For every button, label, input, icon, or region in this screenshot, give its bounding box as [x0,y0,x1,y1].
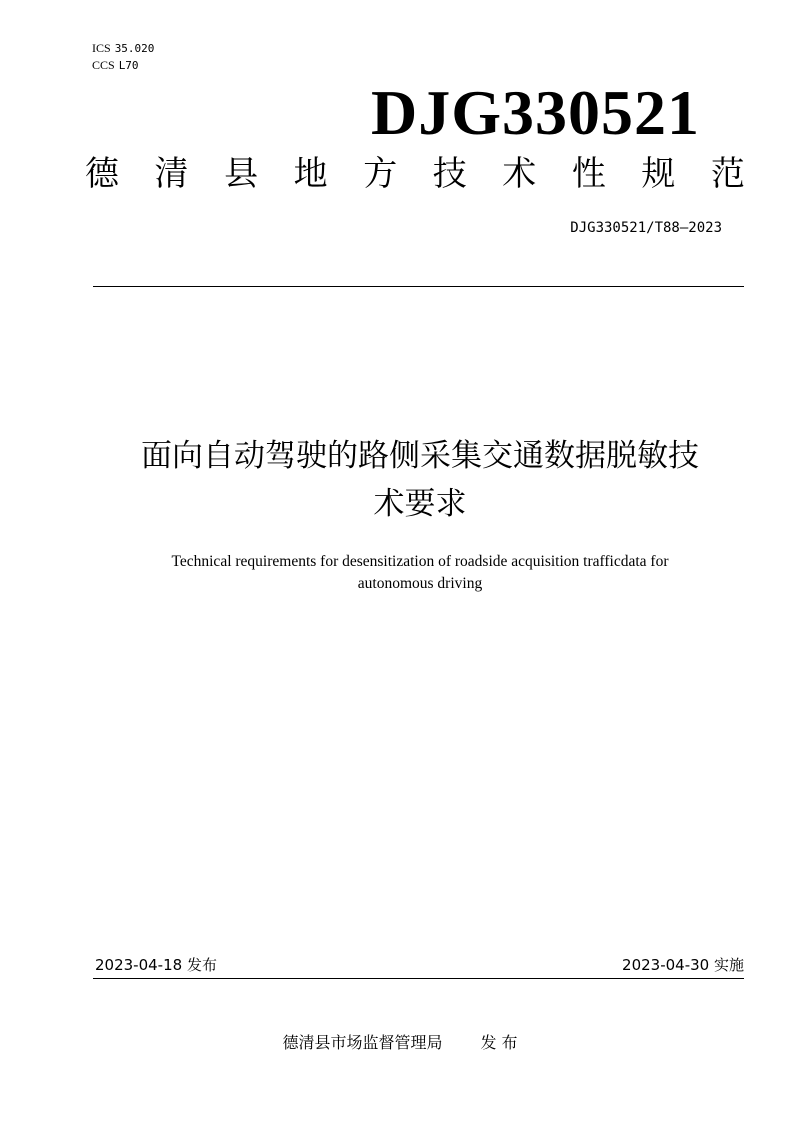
standard-code: DJG330521 [371,77,700,148]
publisher [0,1032,800,1054]
ics-label: ICS [92,41,111,55]
implementation-date: 2023-04-30 实施 [622,956,744,974]
doc-type-char: 地 [293,154,328,194]
doc-type-char: 县 [224,154,259,194]
english-title-line-1: Technical requirements for desensitization of roadside acquisition trafficdata for [171,553,669,570]
ics-value: 35.020 [114,42,155,55]
classification-codes [92,40,154,74]
english-title-line-2: autonomous driving [357,575,483,592]
doc-type-char: 清 [154,154,189,194]
doc-type-char: 德 [85,154,119,194]
top-divider [93,286,744,287]
ccs-label: CCS [92,58,115,72]
publisher-name: 德清县市场监督管理局 [282,1033,443,1052]
english-title [100,551,740,595]
doc-type-char: 技 [432,154,467,194]
ccs-line [92,57,154,74]
ics-line [92,40,154,57]
publish-date: 2023-04-18 发布 [95,956,217,974]
doc-type-char: 性 [571,154,606,194]
doc-type-char: 范 [710,154,745,194]
bottom-divider [93,978,744,979]
document-number: DJG330521/T88—2023 [570,220,722,236]
doc-type-char: 规 [641,154,676,194]
publisher-action: 发 布 [480,1033,518,1052]
document-type [85,152,745,196]
chinese-title [80,432,760,528]
chinese-title-line-2: 术要求 [373,486,467,522]
doc-type-char: 术 [502,154,537,194]
chinese-title-line-1: 面向自动驾驶的路侧采集交通数据脱敏技 [141,438,699,474]
ccs-value: L70 [118,59,139,72]
doc-type-char: 方 [363,154,398,194]
